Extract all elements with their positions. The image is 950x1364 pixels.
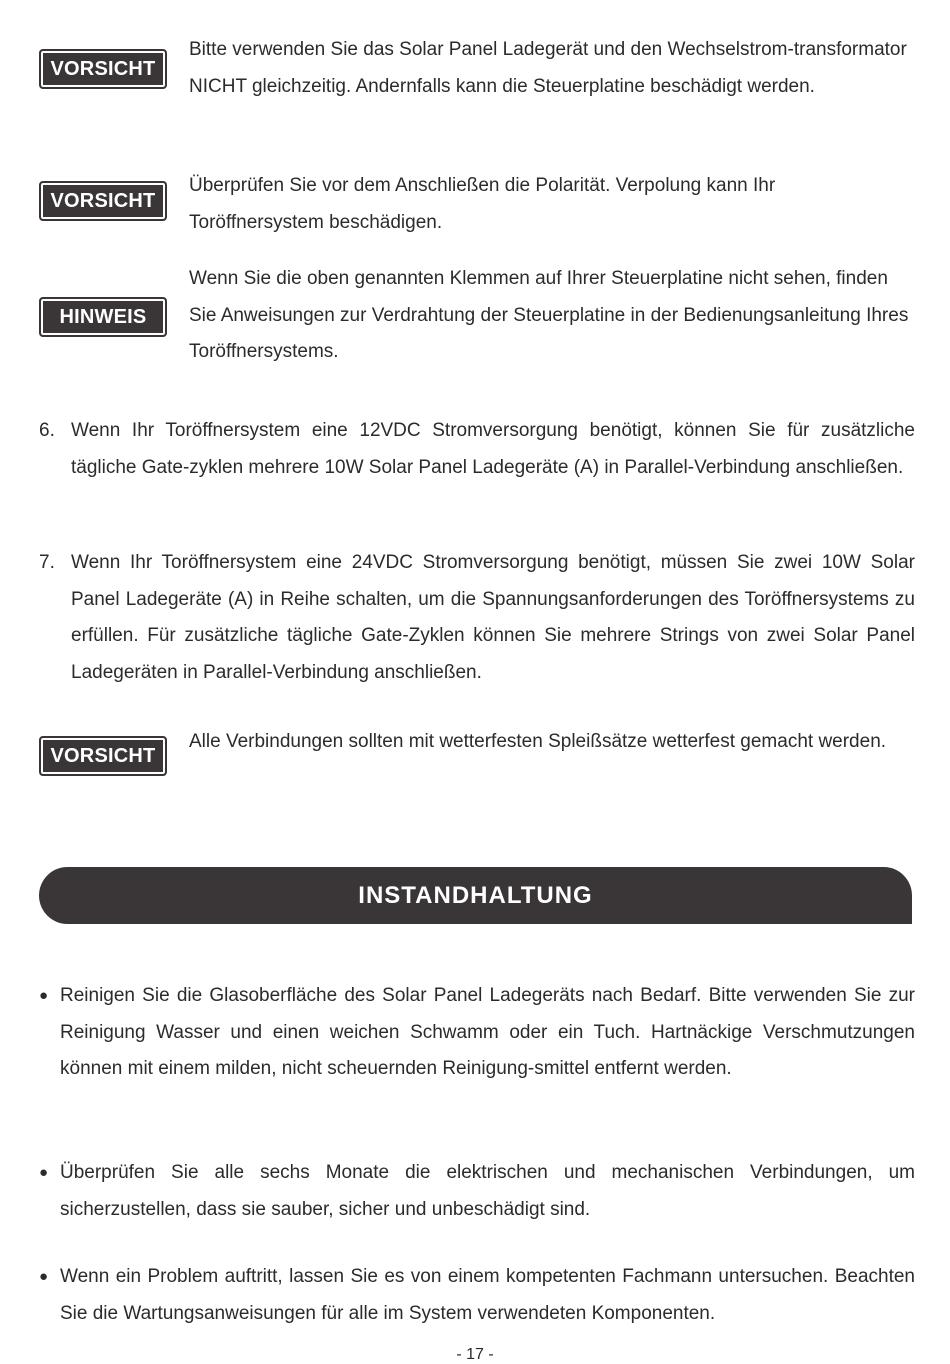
- maintenance-item: [39, 1155, 915, 1228]
- step-number: 7.: [39, 552, 55, 573]
- bullet-icon: ●: [39, 987, 49, 1004]
- step-7: [39, 545, 915, 691]
- hint-text: Wenn Sie die oben genannten Klemmen auf Ihrer Steuerplatine nicht sehen, finden Sie Anweisungen zur Verdrahtung der Steuerplatine in der Bedienungsanleitung Ihres Toröffnersystems.: [189, 268, 909, 362]
- maintenance-text: Überprüfen Sie alle sechs Monate die elektrischen und mechanischen Verbindungen, um sicherzustellen, dass sie sauber, sicher und unbeschädigt sind.: [60, 1162, 915, 1220]
- maintenance-item: [39, 978, 915, 1088]
- section-header-maintenance: INSTANDHALTUNG: [39, 867, 912, 924]
- caution-text: Bitte verwenden Sie das Solar Panel Ladegerät und den Wechselstrom-transformator NICHT gleichzeitig. Andernfalls kann die Steuerplatine beschädigt werden.: [189, 39, 907, 97]
- caution-badge: VORSICHT: [39, 49, 167, 89]
- maintenance-item: [39, 1259, 915, 1332]
- caution-badge: VORSICHT: [39, 181, 167, 221]
- step-number: 6.: [39, 420, 55, 441]
- page-number: - 17 -: [456, 1346, 494, 1363]
- caution-text: Alle Verbindungen sollten mit wetterfesten Spleißsätze wetterfest gemacht werden.: [189, 731, 887, 752]
- step-text: Wenn Ihr Toröffnersystem eine 24VDC Stromversorgung benötigt, müssen Sie zwei 10W Solar Panel Ladegeräte (A) in Reihe schalten, um die Spannungsanforderungen des Toröffnersystems zu erfüllen. Für zusätzliche tägliche Gate-Zyklen können Sie mehrere Strings von zwei Solar Panel Ladegeräten in Parallel-Verbindung anschließen.: [71, 552, 915, 683]
- bullet-icon: ●: [39, 1164, 49, 1181]
- step-text: Wenn Ihr Toröffnersystem eine 12VDC Stromversorgung benötigt, können Sie für zusätzliche tägliche Gate-zyklen mehrere 10W Solar Panel Ladegeräte (A) in Parallel-Verbindung anschließen.: [71, 420, 915, 478]
- hint-badge: HINWEIS: [39, 297, 167, 337]
- step-6: [39, 413, 915, 486]
- bullet-icon: ●: [39, 1268, 49, 1285]
- caution-badge: VORSICHT: [39, 736, 167, 776]
- maintenance-text: Wenn ein Problem auftritt, lassen Sie es von einem kompetenten Fachmann untersuchen. Beachten Sie die Wartungsanweisungen für alle im System verwendeten Komponenten.: [60, 1266, 915, 1324]
- caution-text: Überprüfen Sie vor dem Anschließen die Polarität. Verpolung kann Ihr Toröffnersystem beschädigen.: [189, 175, 776, 233]
- maintenance-text: Reinigen Sie die Glasoberfläche des Solar Panel Ladegeräts nach Bedarf. Bitte verwenden Sie zur Reinigung Wasser und einen weichen Schwamm oder ein Tuch. Hartnäckige Verschmutzungen können mit einem milden, nicht scheuernden Reinigung-smittel entfernt werden.: [60, 985, 915, 1079]
